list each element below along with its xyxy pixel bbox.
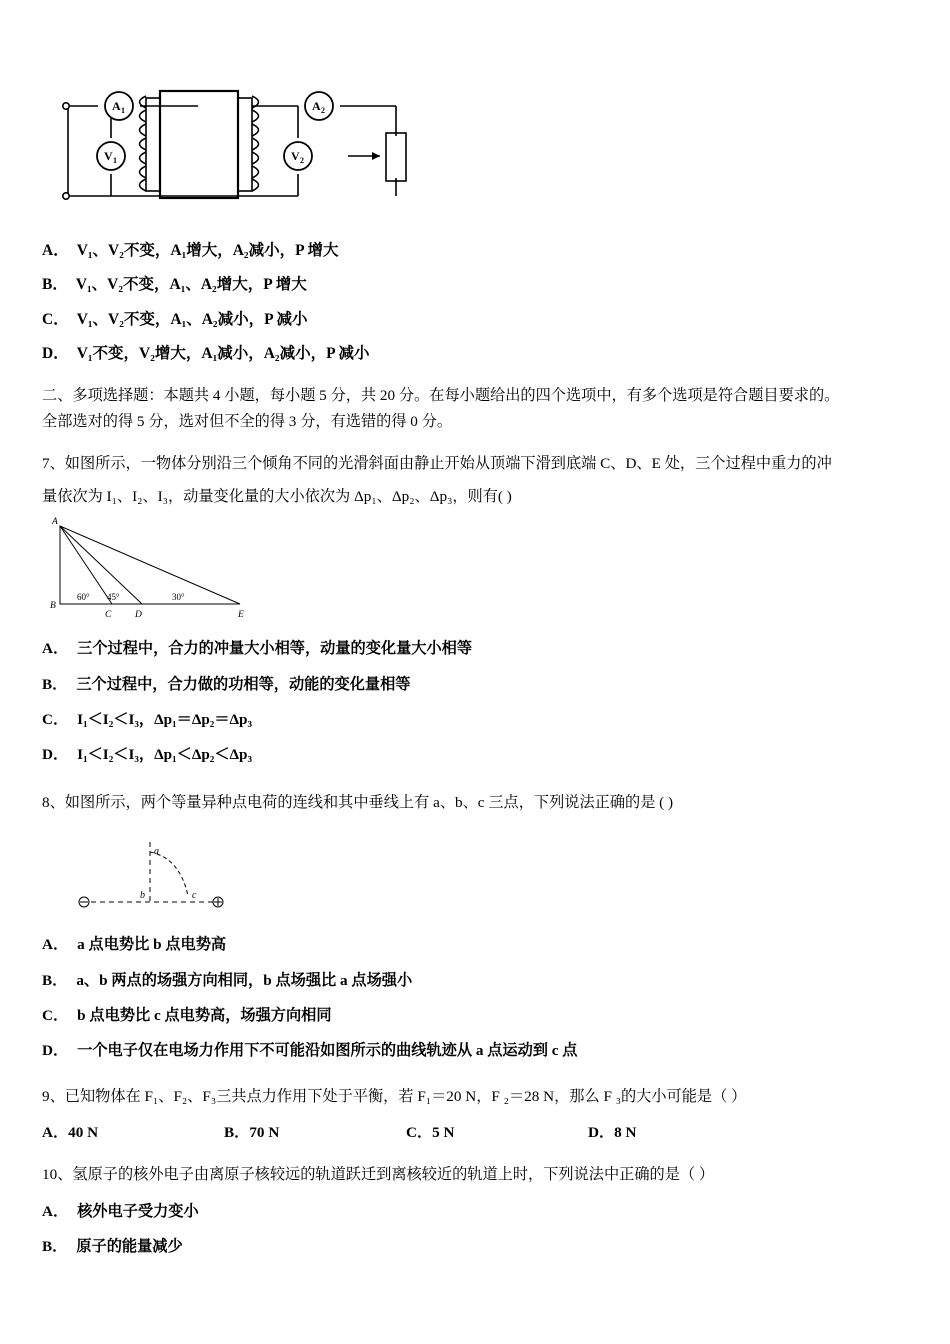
q8-option-a — [42, 933, 914, 957]
q7-stem-line2: 量依次为 I₁、I₂、I₃，动量变化量的大小依次为 Δp₁、Δp₂、Δp₃，则有( ) — [42, 487, 512, 505]
q6-option-c — [42, 308, 914, 331]
q9-option-c-label: C． — [406, 1124, 433, 1142]
page-content — [42, 0, 914, 1270]
q9-option-b-label: B． — [224, 1124, 250, 1142]
q7-option-a-text: 三个过程中，合力的冲量大小相等，动量的变化量大小相等 — [77, 640, 473, 658]
section-2-heading-line2: 全部选对的得 5 分，选对但不全的得 3 分，有选错的得 0 分。 — [42, 413, 453, 431]
q8-option-b — [42, 969, 914, 993]
q6-option-a-text: V₁、V₂不变，A₁增大，A₂减小，P 增大 — [76, 242, 339, 259]
q8-option-c-text: b 点电势比 c 点电势高，场强方向相同 — [77, 1006, 332, 1024]
q8-option-a-text: a 点电势比 b 点电势高 — [77, 936, 227, 954]
voltmeter-1-label: V — [104, 149, 113, 163]
q10-option-b — [42, 1235, 914, 1259]
q6-option-b — [42, 273, 914, 296]
svg-text:1: 1 — [121, 106, 125, 115]
q6-option-d-text: V₁不变，V₂增大，A₁减小，A₂减小，P 减小 — [76, 344, 370, 362]
q9-option-d — [588, 1121, 770, 1142]
point-a-label: a — [154, 846, 159, 858]
angle-60-label: 60° — [77, 592, 90, 603]
q6-option-d-label: D． — [42, 344, 69, 362]
q7-option-d — [42, 743, 914, 767]
q8-option-d — [42, 1039, 914, 1063]
q8-option-b-label: B． — [42, 971, 68, 989]
q7-option-b — [42, 673, 914, 697]
vertex-c-label: C — [105, 610, 112, 621]
q8-option-b-text: a、b 两点的场强方向相同，b 点场强比 a 点场强小 — [76, 971, 413, 989]
q9-option-a-text: 40 N — [68, 1124, 99, 1142]
angle-30-label: 30° — [172, 592, 185, 603]
two-point-charges-figure — [72, 822, 914, 922]
q10-option-b-label: B． — [42, 1238, 68, 1256]
svg-text:1: 1 — [113, 156, 117, 165]
vertex-b-label: B — [50, 601, 56, 612]
q7-option-b-label: B． — [42, 675, 68, 693]
voltmeter-2-label: V — [291, 149, 300, 163]
q8-option-d-label: D． — [42, 1042, 69, 1060]
q8-option-d-text: 一个电子仅在电场力作用下不可能沿如图所示的曲线轨迹从 a 点运动到 c 点 — [77, 1042, 578, 1060]
inclined-planes-figure — [50, 516, 914, 626]
q9-option-a — [42, 1121, 224, 1142]
q6-option-b-text: V₁、V₂不变，A₁、A₂增大，P 增大 — [75, 276, 307, 294]
q7-option-a — [42, 637, 914, 661]
point-c-label: c — [192, 890, 197, 902]
vertex-e-label: E — [238, 610, 244, 621]
svg-text:2: 2 — [300, 156, 304, 165]
q8-option-c — [42, 1004, 914, 1028]
q8-stem: 8、如图所示，两个等量异种点电荷的连线和其中垂线上有 a、b、c 三点，下列说法正确的是 ( ) — [42, 793, 674, 811]
q10-stem: 10、氢原子的核外电子由离原子核较远的轨道跃迁到离核较近的轨道上时，下列说法中正确的是（ ） — [42, 1166, 715, 1184]
q9-option-b-text: 70 N — [249, 1124, 280, 1142]
q9-option-c-text: 5 N — [432, 1124, 455, 1142]
q9-option-b — [224, 1121, 406, 1142]
q6-option-b-label: B． — [42, 276, 68, 294]
q7-option-a-label: A． — [42, 640, 69, 658]
q10-option-a-label: A． — [42, 1202, 69, 1220]
q10-option-b-text: 原子的能量减少 — [76, 1238, 183, 1256]
q7-option-c-label: C． — [42, 711, 69, 729]
svg-text:2: 2 — [321, 106, 325, 115]
q6-option-c-text: V₁、V₂不变，A₁、A₂减小，P 减小 — [76, 310, 308, 328]
section-2-heading-line1: 二、多项选择题：本题共 4 小题，每小题 5 分，共 20 分。在每小题给出的四个选项中，有多个选项是符合题目要求的。 — [42, 387, 840, 404]
q8-option-a-label: A． — [42, 936, 69, 954]
q6-option-d — [42, 342, 914, 365]
q6-option-c-label: C． — [42, 310, 69, 328]
q9-option-d-text: 8 N — [614, 1124, 637, 1142]
q7-option-d-label: D． — [42, 746, 69, 764]
q10-option-a-text: 核外电子受力变小 — [77, 1202, 199, 1220]
q9-option-c — [406, 1121, 588, 1142]
transformer-circuit-figure — [48, 78, 914, 228]
ammeter-1-label: A — [112, 99, 121, 113]
vertex-a-label: A — [52, 517, 58, 528]
q7-option-c — [42, 708, 914, 732]
angle-45-label: 45° — [107, 592, 120, 603]
q8-option-c-label: C． — [42, 1006, 69, 1024]
q9-stem: 9、已知物体在 F₁、F₂、F₃三共点力作用下处于平衡，若 F₁＝20 N，F ₂＝28 N，那么 F ₃的大小可能是（ ） — [42, 1087, 747, 1105]
q9-options-row — [42, 1121, 914, 1142]
vertex-d-label: D — [135, 610, 142, 621]
q7-option-c-text: I₁＜I₂＜I₃，Δp₁＝Δp₂＝Δp₃ — [77, 711, 253, 729]
q7-option-b-text: 三个过程中，合力做的功相等，动能的变化量相等 — [76, 675, 411, 693]
ammeter-2-label: A — [312, 99, 321, 113]
q7-option-d-text: I₁＜I₂＜I₃，Δp₁＜Δp₂＜Δp₃ — [77, 746, 253, 764]
point-b-label: b — [140, 890, 145, 902]
q10-option-a — [42, 1200, 914, 1224]
q9-option-d-label: D． — [588, 1124, 615, 1142]
q9-option-a-label: A． — [42, 1124, 69, 1142]
q7-stem-line1: 7、如图所示，一物体分别沿三个倾角不同的光滑斜面由静止开始从顶端下滑到底端 C、D、E 处，三个过程中重力的冲 — [42, 455, 832, 473]
q6-option-a — [42, 239, 914, 262]
q6-option-a-label: A． — [42, 242, 69, 259]
